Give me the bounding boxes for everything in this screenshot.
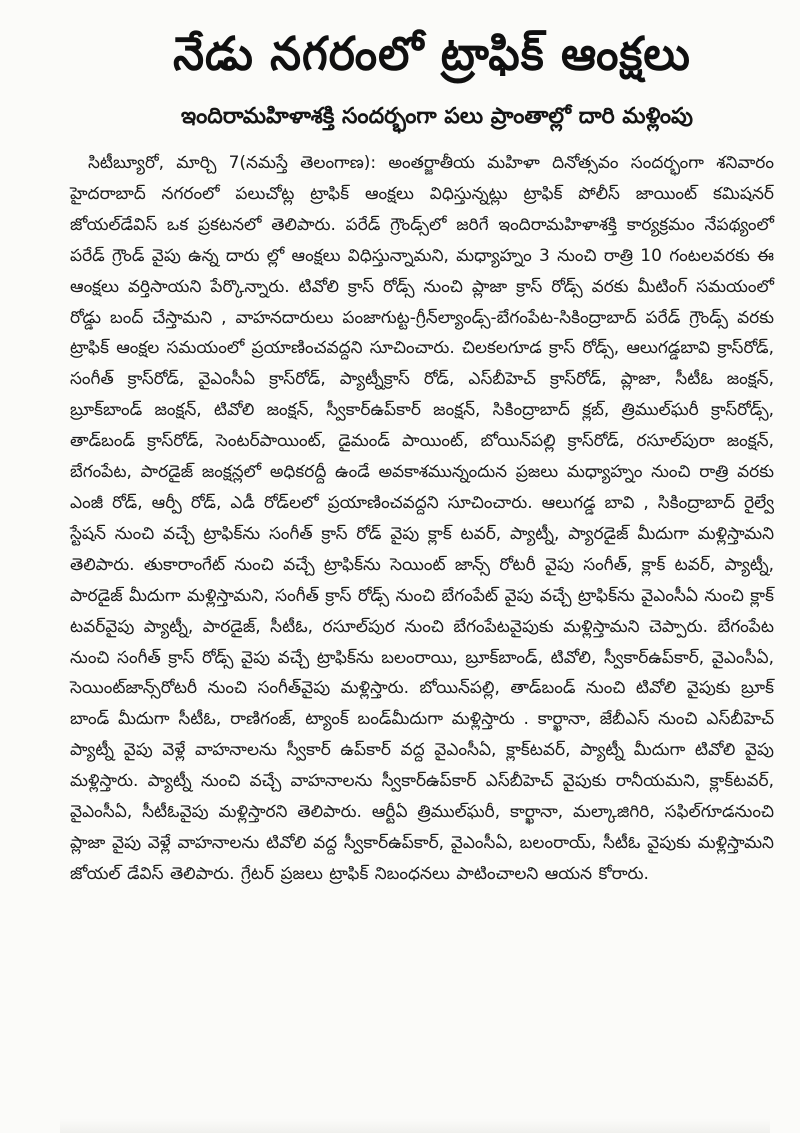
page-bottom-edge (60, 1119, 770, 1133)
headline: నేడు నగరంలో ట్రాఫిక్ ఆంక్షలు (173, 27, 691, 82)
article-body: సిటీబ్యూరో, మార్చి 7(నమస్తే తెలంగాణ): అంతర్జాతీయ మహిళా దినోత్సవం సందర్భంగా శనివారం హైదరాబాద్ నగరంలో పలుచోట్ల ట్రాఫిక్ ఆంక్షలు విధిస్తున్నట్లు ట్రాఫిక్ పోలీస్ జాయింట్ కమిషనర్ జోయల్‌డేవిస్ ఒక ప్రకటనలో తెలిపారు. పరేడ్ గ్రౌండ్స్‌లో జరిగే ఇందిరామహిళాశక్తి కార్యక్రమం నేపథ్యంలో పరేడ్ గ్రౌండ్ వైపు ఉన్న దారు ల్లో ఆంక్షలు విధిస్తున్నామని, మధ్యాహ్నం 3 నుంచి రాత్రి 10 గంటలవరకు ఈ ఆంక్షలు వర్తిసాయని పేర్కొన్నారు. టివోలి క్రాస్ రోడ్స్ నుంచి ప్లాజా క్రాస్ రోడ్స్ వరకు మీటింగ్ సమయంలో రోడ్డు బంద్ చేస్తామని , వాహనదారులు పంజాగుట్ట-గ్రీన్‌ల్యాండ్స్-బేగంపేట-సికింద్రాబాద్ పరేడ్ గ్రౌండ్స్ వరకు ట్రాఫిక్ ఆంక్షల సమయంలో ప్రయాణించవద్దని సూచించారు. చిలకలగూడ క్రాస్ రోడ్స్, ఆలుగడ్డబావి క్రాస్‌రోడ్, సంగీత్ క్రాస్‌రోడ్, వైఎంసీఏ క్రాస్‌రోడ్, ప్యాట్నీక్రాస్ రోడ్, ఎస్‌బీహెచ్ క్రాస్‌రోడ్, ప్లాజా, సీటీఓ జంక్షన్, బ్రూక్‌బాండ్ జంక్షన్, టివోలి జంక్షన్, స్వీకార్‌ఉప్‌కార్ జంక్షన్, సికింద్రాబాద్ క్లబ్, త్రిముల్‌ఘరీ క్రాస్‌రోడ్స్, తాడ్‌బండ్ క్రాస్‌రోడ్, సెంటర్‌పాయింట్, డైమండ్ పాయింట్, బోయిన్‌పల్లి క్రాస్‌రోడ్, రసూల్‌పురా జంక్షన్, బేగంపేట, పారడైజ్ జంక్షన్లలో అధికరద్దీ ఉండే అవకాశమున్నందున ప్రజలు మధ్యాహ్నం నుంచి రాత్రి వరకు ఎంజీ రోడ్, ఆర్పీ రోడ్, ఎడీ రోడ్‌లలో ప్రయాణించవద్దని సూచించారు. ఆలుగడ్డ బావి , సికింద్రాబాద్ రైల్వే స్టేషన్ నుంచి వచ్చే ట్రాఫిక్‌ను సంగీత్ క్రాస్ రోడ్ వైపు క్లాక్ టవర్, ప్యాట్నీ, ప్యారడైజ్ మీదుగా మళ్లిస్తామని తెలిపారు. తుకారాంగేట్ నుంచి వచ్చే ట్రాఫిక్‌ను సెయింట్ జాన్స్ రోటరీ వైపు సంగీత్, క్లాక్ టవర్, ప్యాట్నీ, పారడైజ్ మీదుగా మళ్లిస్తామని, సంగీత్ క్రాస్ రోడ్స్ నుంచి బేగంపేట్ వైపు వచ్చే ట్రాఫిక్‌ను వైఎంసీఏ నుంచి క్లాక్ టవర్‌వైపు ప్యాట్నీ, పారడైజ్, సీటీఓ, రసూల్‌పుర నుంచి బేగంపేటవైపుకు మళ్లిస్తామని చెప్పారు. బేగంపేట నుంచి సంగీత్ క్రాస్ రోడ్స్ వైపు వచ్చే ట్రాఫిక్‌ను బలంరాయి, బ్రూక్‌బాండ్, టివోలి, స్వీకార్‌ఉప్‌కార్, వైఎంసీఏ, సెయింట్‌జాన్స్‌రోటరీ నుంచి సంగీత్‌వైపు మళ్లిస్తారు. బోయిన్‌పల్లి, తాడ్‌బండ్ నుంచి టివోలి వైపుకు బ్రూక్ బాండ్ మీదుగా సీటీఓ, రాణిగంజ్, ట్యాంక్ బండ్‌మీదుగా మళ్లిస్తారు . కార్ఖానా, జేబీఎస్ నుంచి ఎస్‌బీహెచ్ ప్యాట్నీ వైపు వెళ్లే వాహనాలను స్వీకార్ ఉప్‌కార్ వద్ద వైఎంసీఏ, క్లాక్‌టవర్, ప్యాట్నీ మీదుగా టివోలి వైపు మళ్లిస్తారు. ప్యాట్నీ నుంచి వచ్చే వాహనాలను స్వీకార్‌ఉప్‌కార్ ఎస్‌బీహెచ్ వైపుకు రానీయమని, క్లాక్‌టవర్, వైఎంసీఏ, సీటీఓవైపు మళ్లిస్తారని తెలిపారు. ఆర్టీఏ త్రిముల్‌ఘరీ, కార్ఖానా, మల్కాజిగిరి, సఫిల్‌గూడనుంచి ప్లాజా వైపు వెళ్లే వాహనాలను టివోలి వద్ద స్వీకార్‌ఉప్‌కార్, వైఎంసీఏ, బలంరాయ్, సీటీఓ వైపుకు మళ్లిస్తామని జోయల్ డేవిస్ తెలిపారు. గ్రేటర్ ప్రజలు ట్రాఫిక్ నిబంధనలు పాటించాలని ఆయన కోరారు. (70, 153, 774, 884)
subheadline: ఇందిరామహిళాశక్తి సందర్భంగా పలు ప్రాంతాల్లో దారి మళ్లింపు (180, 104, 694, 129)
